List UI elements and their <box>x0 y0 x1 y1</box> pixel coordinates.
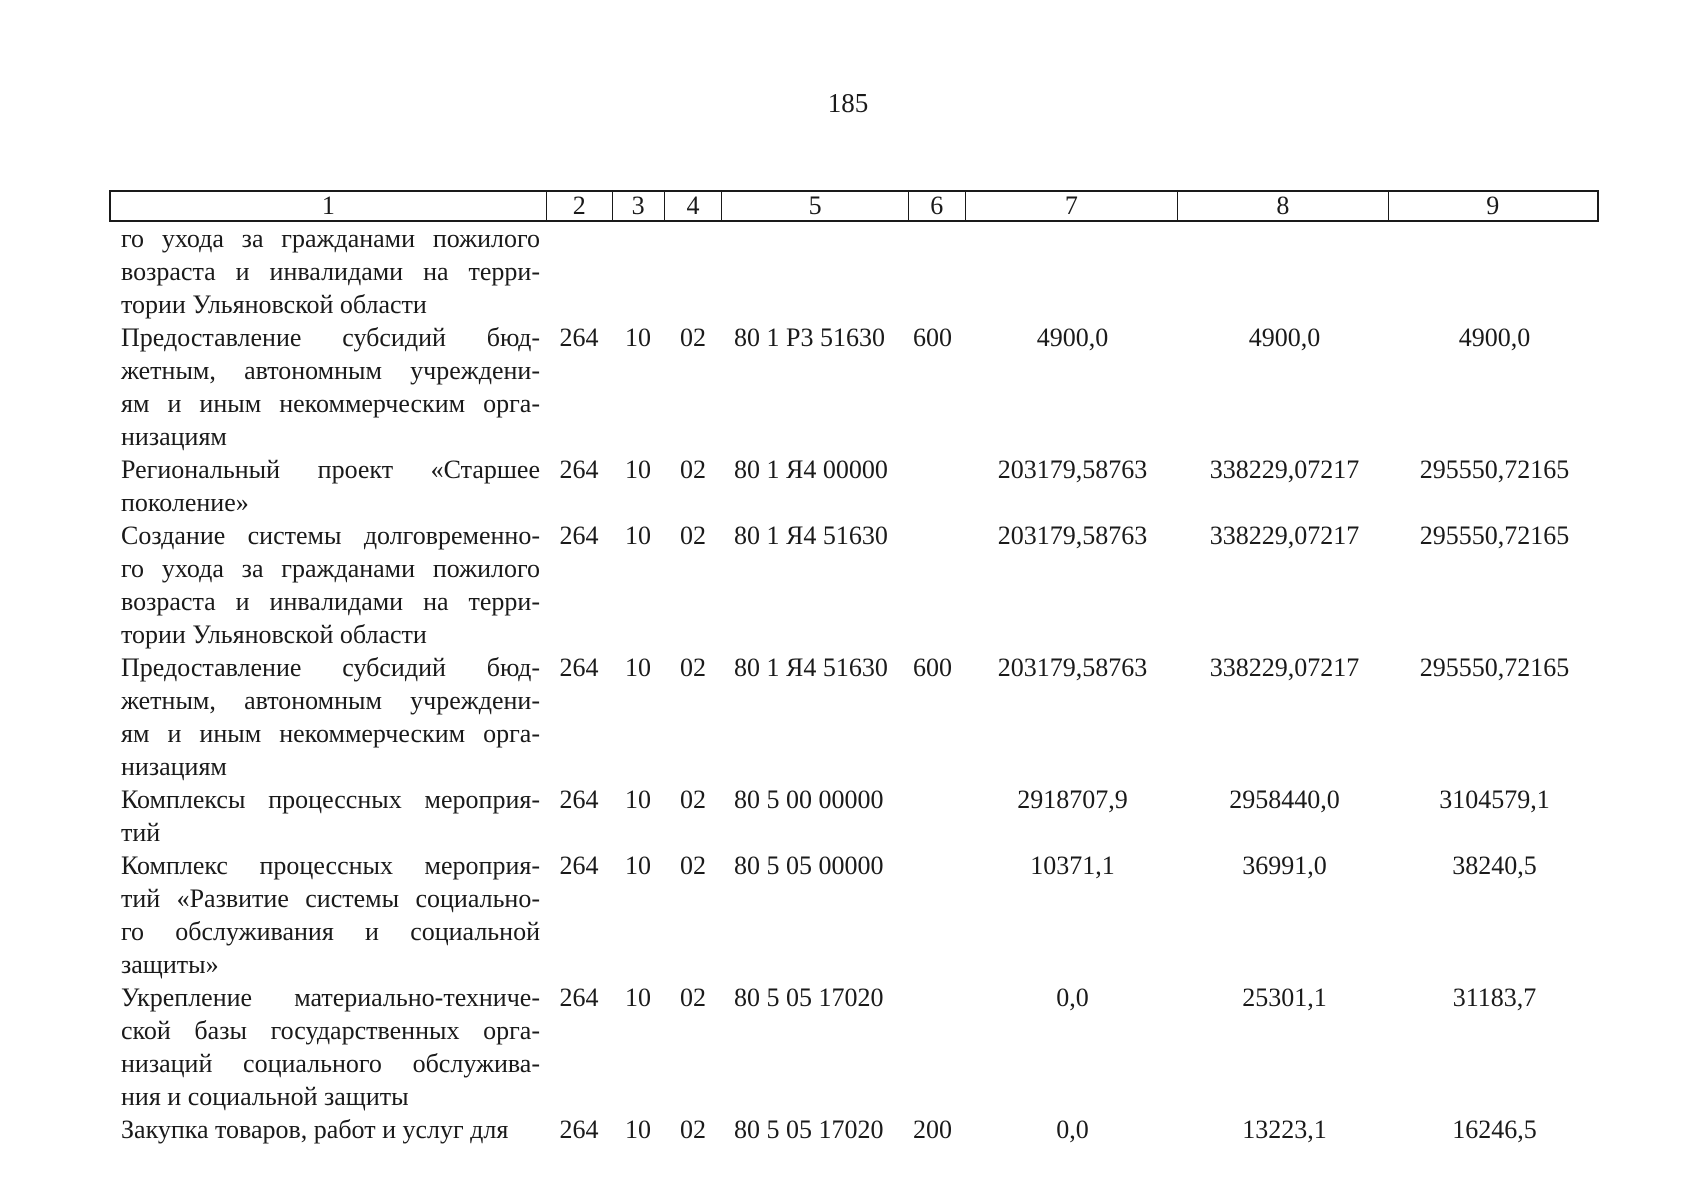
description-line: ния и социальной защиты <box>121 1082 409 1111</box>
page-number: 185 <box>827 88 869 118</box>
header-cell-8: 8 <box>1178 192 1388 220</box>
table-row <box>109 519 1599 651</box>
header-cell-9: 9 <box>1486 191 1500 220</box>
row-description <box>109 519 546 651</box>
cell-col-3: 10 <box>625 455 651 484</box>
cell-col-5: 80 5 05 00000 <box>734 851 884 880</box>
cell-col-3: 10 <box>625 521 651 550</box>
cell-col-2: 264 <box>559 455 599 484</box>
cell-col-7: 203179,58763 <box>997 653 1148 682</box>
description-line: го ухода за гражданами пожилого <box>121 554 540 583</box>
description-line: низациям <box>121 752 227 781</box>
description-line: защиты» <box>121 950 219 979</box>
cell-col-3: 10 <box>625 983 651 1012</box>
table-row <box>109 981 1599 1113</box>
description-line: тий <box>121 818 161 847</box>
cell-col-7: 203179,58763 <box>997 455 1148 484</box>
description-line: ям и иным некоммерческим орга- <box>121 389 540 418</box>
description-line: Комплекс процессных мероприя- <box>121 851 540 880</box>
cell-col-8: 338229,07217 <box>1209 653 1360 682</box>
cell-col-6: 600 <box>913 323 952 352</box>
cell-col-9: 295550,72165 <box>1419 455 1570 484</box>
header-cell-3: 3 <box>613 192 665 220</box>
cell-col-4: 02 <box>680 1115 706 1144</box>
cell-col-7: 4900,0 <box>1036 323 1109 352</box>
cell-col-5: 80 5 00 00000 <box>734 785 884 814</box>
cell-col-2: 264 <box>559 983 599 1012</box>
cell-col-4: 02 <box>680 653 706 682</box>
description-line: тории Ульяновской области <box>121 290 427 319</box>
description-line: Укрепление материально-техниче- <box>121 983 540 1012</box>
row-description <box>109 783 546 849</box>
cell-col-7: 2918707,9 <box>1017 785 1128 814</box>
row-description <box>109 453 546 519</box>
cell-col-8: 13223,1 <box>1242 1115 1327 1144</box>
description-line: Предоставление субсидий бюд- <box>121 653 540 682</box>
cell-col-3: 10 <box>625 851 651 880</box>
cell-col-9: 3104579,1 <box>1439 785 1550 814</box>
table-row <box>109 783 1599 849</box>
description-line: Комплексы процессных мероприя- <box>121 785 540 814</box>
description-line: жетным, автономным учреждени- <box>121 686 540 715</box>
table-row <box>109 222 1599 321</box>
cell-col-2: 264 <box>559 785 599 814</box>
cell-col-5: 80 1 Р3 51630 <box>734 323 885 352</box>
cell-col-4: 02 <box>680 455 706 484</box>
description-line: Предоставление субсидий бюд- <box>121 323 540 352</box>
cell-col-9: 38240,5 <box>1452 851 1537 880</box>
cell-col-9: 295550,72165 <box>1419 653 1570 682</box>
table-body <box>109 222 1599 1146</box>
header-cell-7: 7 <box>966 192 1178 220</box>
description-line: низаций социального обслужива- <box>121 1049 540 1078</box>
description-line: возраста и инвалидами на терри- <box>121 587 540 616</box>
cell-col-9: 4900,0 <box>1458 323 1531 352</box>
description-line: жетным, автономным учреждени- <box>121 356 540 385</box>
cell-col-6: 200 <box>913 1115 952 1144</box>
cell-col-8: 4900,0 <box>1248 323 1321 352</box>
description-line: поколение» <box>121 488 249 517</box>
description-line: го обслуживания и социальной <box>121 917 540 946</box>
row-description <box>109 981 546 1113</box>
cell-col-4: 02 <box>680 851 706 880</box>
cell-col-9: 295550,72165 <box>1419 521 1570 550</box>
header-cell-4: 4 <box>665 192 723 220</box>
cell-col-7: 0,0 <box>1056 983 1089 1012</box>
cell-col-9: 16246,5 <box>1452 1115 1537 1144</box>
row-description <box>109 1113 546 1146</box>
cell-col-7: 0,0 <box>1056 1115 1089 1144</box>
cell-col-4: 02 <box>680 785 706 814</box>
table-row <box>109 453 1599 519</box>
cell-col-8: 338229,07217 <box>1209 455 1360 484</box>
description-line: ской базы государственных орга- <box>121 1016 540 1045</box>
row-description <box>109 849 546 981</box>
description-line: тории Ульяновской области <box>121 620 427 649</box>
row-description <box>109 651 546 783</box>
description-line: низациям <box>121 422 227 451</box>
table-row <box>109 1113 1599 1146</box>
header-cell-1: 1 <box>111 192 547 220</box>
description-line: го ухода за гражданами пожилого <box>121 224 540 253</box>
cell-col-8: 25301,1 <box>1242 983 1327 1012</box>
header-cell-6: 6 <box>909 192 966 220</box>
cell-col-3: 10 <box>625 785 651 814</box>
cell-col-6: 600 <box>913 653 952 682</box>
cell-col-4: 02 <box>680 983 706 1012</box>
cell-col-2: 264 <box>559 653 599 682</box>
description-line: тий «Развитие системы социально- <box>121 884 540 913</box>
header-cell-5: 5 <box>722 192 909 220</box>
description-line: возраста и инвалидами на терри- <box>121 257 540 286</box>
cell-col-7: 203179,58763 <box>997 521 1148 550</box>
cell-col-7: 10371,1 <box>1030 851 1115 880</box>
row-description <box>109 321 546 453</box>
cell-col-4: 02 <box>680 323 706 352</box>
table-row <box>109 321 1599 453</box>
cell-col-9: 31183,7 <box>1452 983 1537 1012</box>
cell-col-2: 264 <box>559 521 599 550</box>
description-line: Закупка товаров, работ и услуг для <box>121 1115 509 1144</box>
cell-col-5: 80 1 Я4 51630 <box>734 653 888 682</box>
table-row <box>109 849 1599 981</box>
cell-col-8: 338229,07217 <box>1209 521 1360 550</box>
cell-col-3: 10 <box>625 653 651 682</box>
table-row <box>109 651 1599 783</box>
cell-col-5: 80 1 Я4 51630 <box>734 521 888 550</box>
cell-col-5: 80 1 Я4 00000 <box>734 455 888 484</box>
cell-col-3: 10 <box>625 323 651 352</box>
budget-table <box>109 190 1599 1146</box>
row-description <box>109 222 546 321</box>
cell-col-3: 10 <box>625 1115 651 1144</box>
cell-col-2: 264 <box>559 323 599 352</box>
description-line: Региональный проект «Старшее <box>121 455 540 484</box>
cell-col-5: 80 5 05 17020 <box>734 983 884 1012</box>
cell-col-2: 264 <box>559 1115 599 1144</box>
header-cell-2: 2 <box>547 192 613 220</box>
cell-col-2: 264 <box>559 851 599 880</box>
table-header <box>109 190 1599 222</box>
description-line: Создание системы долговременно- <box>121 521 540 550</box>
cell-col-4: 02 <box>680 521 706 550</box>
cell-col-8: 36991,0 <box>1242 851 1327 880</box>
cell-col-8: 2958440,0 <box>1229 785 1340 814</box>
description-line: ям и иным некоммерческим орга- <box>121 719 540 748</box>
cell-col-5: 80 5 05 17020 <box>734 1115 884 1144</box>
